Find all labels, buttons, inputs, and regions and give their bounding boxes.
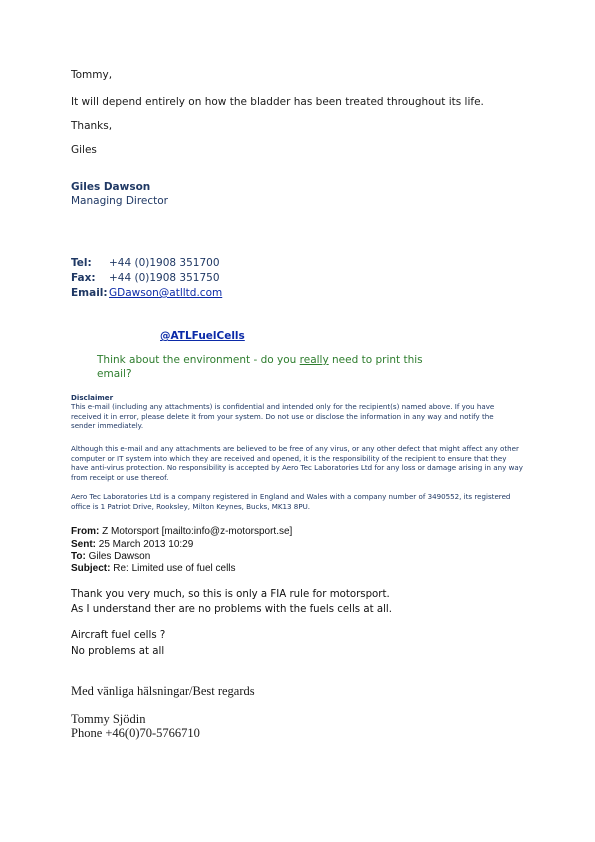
- quoted-body-line: Aircraft fuel cells ?: [71, 630, 166, 641]
- quoted-subject: [71, 563, 236, 574]
- quoted-from: [71, 526, 292, 537]
- signature-title: Managing Director: [71, 195, 169, 207]
- disclaimer-heading: Disclaimer: [71, 393, 114, 402]
- greeting-text: Tommy,: [71, 69, 113, 81]
- sender-first-name: Giles: [71, 144, 97, 156]
- disclaimer-paragraph-3: Aero Tec Laboratories Ltd is a company registered in England and Wales with a company number of 3490552, its registered office is 1 Patriot Drive, Rooksley, Milton Keynes, Bucks, MK13 8PU.: [71, 492, 511, 511]
- environment-really-link[interactable]: really: [299, 354, 329, 366]
- quoted-body-line: As I understand ther are no problems with the fuels cells at all.: [71, 604, 392, 615]
- subject-value: Re: Limited use of fuel cells: [110, 563, 236, 574]
- environment-text-end: need to print this: [328, 354, 423, 366]
- from-value: Z Motorsport [mailto:info@z-motorsport.se]: [99, 526, 293, 537]
- sent-label: Sent:: [71, 539, 96, 550]
- disclaimer-paragraph-1: This e-mail (including any attachments) is confidential and intended only for the recipient(s) named above. If you have received it in error, please delete it from your system. Do not use or disclose the information in any way and notify the sender immediately.: [71, 402, 495, 431]
- to-label: To:: [71, 551, 86, 562]
- tel-label: Tel:: [71, 257, 92, 269]
- fax-value: +44 (0)1908 351750: [109, 272, 220, 284]
- subject-label: Subject:: [71, 563, 111, 574]
- disclaimer-paragraph-2: Although this e-mail and any attachments are believed to be free of any virus, or any other defect that might affect any other computer or IT system into which they are received and opened, it is the responsibility of the recipient to ensure that they have anti-virus protection. No responsibility is accepted by Aero Tec Laboratories Ltd for any loss or damage arising in any way from receipt or use thereof.: [71, 444, 523, 482]
- quoted-to: [71, 551, 150, 562]
- quoted-body-line: No problems at all: [71, 646, 165, 657]
- quoted-sent: [71, 539, 193, 550]
- reply-body-line: It will depend entirely on how the bladder has been treated throughout its life.: [71, 96, 484, 108]
- to-value: Giles Dawson: [85, 551, 151, 562]
- environment-notice-line2: email?: [97, 368, 132, 380]
- email-link[interactable]: GDawson@atlltd.com: [109, 287, 223, 299]
- signature-name: Giles Dawson: [71, 181, 151, 193]
- email-label: Email:: [71, 287, 108, 299]
- sent-value: 25 March 2013 10:29: [96, 539, 194, 550]
- environment-notice-line1: [97, 354, 423, 366]
- twitter-link[interactable]: @ATLFuelCells: [160, 330, 245, 342]
- quoted-body-line: Thank you very much, so this is only a FIA rule for motorsport.: [71, 589, 390, 600]
- quoted-sender-phone: Phone +46(0)70-5766710: [71, 726, 200, 740]
- regards-text: Med vänliga hälsningar/Best regards: [71, 684, 255, 698]
- from-label: From:: [71, 526, 100, 537]
- thanks-text: Thanks,: [71, 120, 113, 132]
- environment-text-start: Think about the environment - do you: [97, 354, 300, 366]
- quoted-sender-name: Tommy Sjödin: [71, 712, 146, 726]
- tel-value: +44 (0)1908 351700: [109, 257, 220, 269]
- fax-label: Fax:: [71, 272, 96, 284]
